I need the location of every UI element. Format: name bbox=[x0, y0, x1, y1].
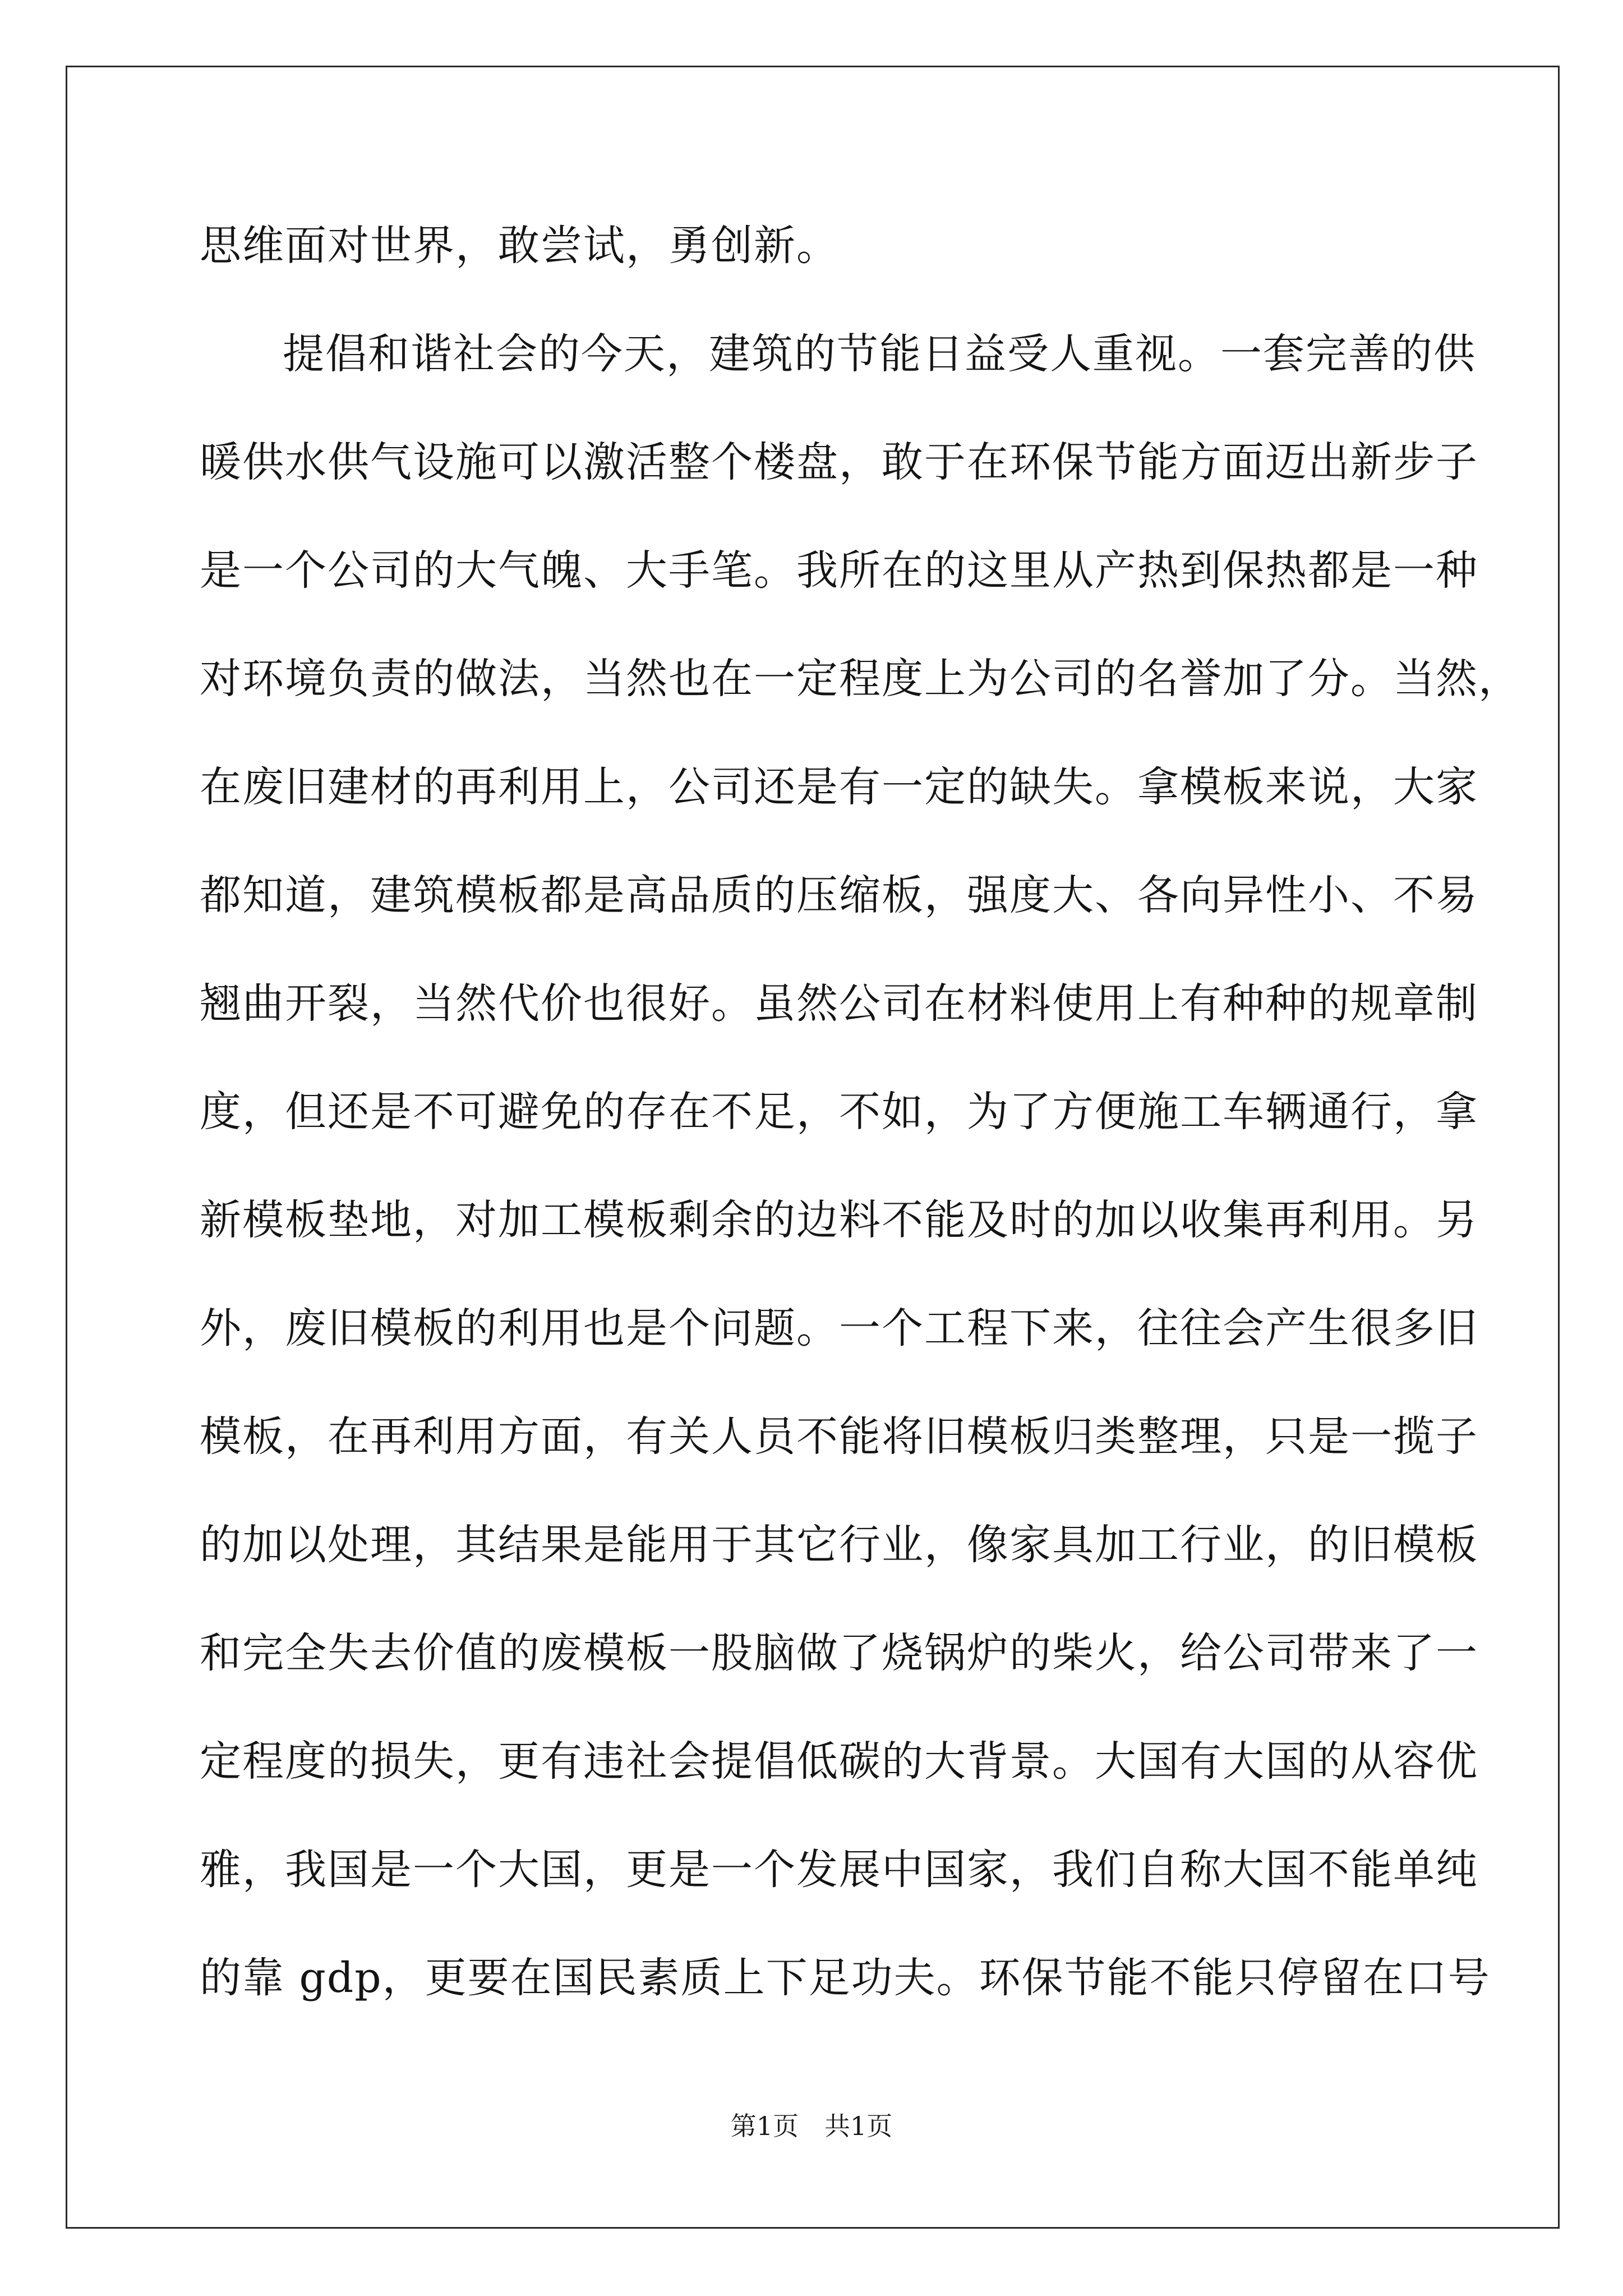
text-line: 雅，我国是一个大国，更是一个发展中国家，我们自称大国不能单纯 bbox=[200, 1846, 1478, 1894]
text-line: 定程度的损失，更有违社会提倡低碳的大背景。大国有大国的从容优 bbox=[200, 1737, 1478, 1786]
text-line: 都知道，建筑模板都是高品质的压缩板，强度大、各向异性小、不易 bbox=[200, 871, 1478, 919]
text-line: 翘曲开裂，当然代价也很好。虽然公司在材料使用上有种种的规章制 bbox=[200, 979, 1478, 1028]
text-line: 暖供水供气设施可以激活整个楼盘，敢于在环保节能方面迈出新步子 bbox=[200, 438, 1478, 486]
text-line: 外，废旧模板的利用也是个问题。一个工程下来，往往会产生很多旧 bbox=[200, 1304, 1478, 1352]
paragraph-first-line: 提倡和谐社会的今天，建筑的节能日益受人重视。一套完善的供 bbox=[283, 330, 1476, 378]
text-line: 的靠 gdp，更要在国民素质上下足功夫。环保节能不能只停留在口号 bbox=[200, 1954, 1491, 2002]
page-border bbox=[66, 66, 1560, 2229]
text-line: 对环境负责的做法，当然也在一定程度上为公司的名誉加了分。当然， bbox=[200, 655, 1521, 703]
page-number-footer: 第1页 共1页 bbox=[730, 2111, 893, 2141]
text-line: 新模板垫地，对加工模板剩余的边料不能及时的加以收集再利用。另 bbox=[200, 1196, 1478, 1244]
text-line: 和完全失去价值的废模板一股脑做了烧锅炉的柴火，给公司带来了一 bbox=[200, 1629, 1478, 1677]
text-line: 是一个公司的大气魄、大手笔。我所在的这里从产热到保热都是一种 bbox=[200, 546, 1478, 595]
text-line: 在废旧建材的再利用上，公司还是有一定的缺失。拿模板来说，大家 bbox=[200, 763, 1478, 811]
text-line: 模板，在再利用方面，有关人员不能将旧模板归类整理，只是一揽子 bbox=[200, 1412, 1478, 1461]
text-line: 度，但还是不可避免的存在不足，不如，为了方便施工车辆通行，拿 bbox=[200, 1088, 1478, 1136]
text-line: 思维面对世界，敢尝试，勇创新。 bbox=[200, 222, 839, 270]
text-line: 的加以处理，其结果是能用于其它行业，像家具加工行业，的旧模板 bbox=[200, 1521, 1478, 1569]
